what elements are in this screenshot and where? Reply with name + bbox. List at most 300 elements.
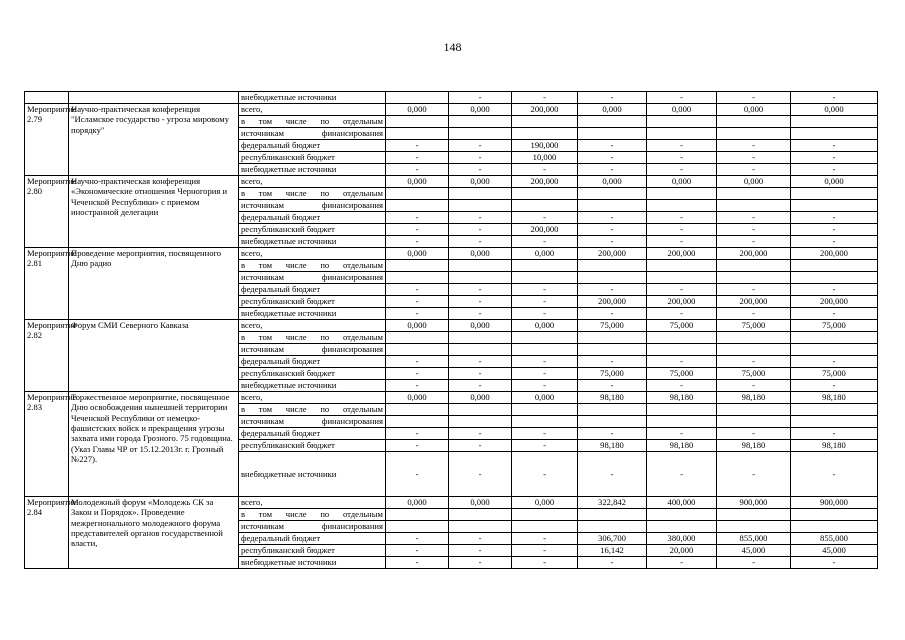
value-cell: 75,000 [647, 368, 717, 380]
value-cell: - [449, 296, 512, 308]
value-cell: 200,000 [578, 296, 647, 308]
value-cell: - [578, 236, 647, 248]
value-cell: - [512, 440, 578, 452]
value-cell: - [791, 212, 878, 224]
value-cell [717, 521, 791, 533]
source-cell: источникам финансирования [239, 521, 386, 533]
value-cell [512, 272, 578, 284]
value-cell [449, 116, 512, 128]
value-cell: - [386, 308, 449, 320]
value-cell: - [717, 557, 791, 569]
value-cell [578, 521, 647, 533]
value-cell: 400,000 [647, 497, 717, 509]
value-cell [647, 200, 717, 212]
source-cell: федеральный бюджет [239, 212, 386, 224]
value-cell [717, 272, 791, 284]
value-cell: 98,180 [791, 392, 878, 404]
table-row [25, 92, 878, 104]
value-cell [386, 128, 449, 140]
value-cell [578, 128, 647, 140]
value-cell [647, 272, 717, 284]
value-cell: 0,000 [791, 104, 878, 116]
value-cell: 20,000 [647, 545, 717, 557]
source-cell: источникам финансирования [239, 344, 386, 356]
value-cell: 900,000 [717, 497, 791, 509]
value-cell [386, 404, 449, 416]
value-cell: - [386, 380, 449, 392]
value-cell: - [512, 236, 578, 248]
value-cell: - [717, 284, 791, 296]
event-title: Форум СМИ Северного Кавказа [69, 320, 239, 392]
value-cell [512, 344, 578, 356]
value-cell [791, 521, 878, 533]
value-cell: 200,000 [717, 296, 791, 308]
value-cell: - [512, 296, 578, 308]
value-cell: 75,000 [578, 368, 647, 380]
value-cell [386, 116, 449, 128]
value-cell: - [386, 440, 449, 452]
value-cell: 98,180 [578, 440, 647, 452]
value-cell: - [717, 308, 791, 320]
value-cell: - [647, 224, 717, 236]
value-cell: - [717, 92, 791, 104]
value-cell [449, 128, 512, 140]
value-cell [449, 344, 512, 356]
value-cell: - [512, 164, 578, 176]
source-cell: внебюджетные источники [239, 380, 386, 392]
value-cell: - [512, 356, 578, 368]
value-cell [717, 188, 791, 200]
value-cell: - [578, 356, 647, 368]
value-cell: - [449, 545, 512, 557]
source-cell: в том числе по отдельным [239, 116, 386, 128]
source-cell: источникам финансирования [239, 416, 386, 428]
value-cell: - [647, 308, 717, 320]
value-cell: 98,180 [578, 392, 647, 404]
value-cell [791, 272, 878, 284]
value-cell: 0,000 [578, 176, 647, 188]
value-cell: 0,000 [717, 176, 791, 188]
value-cell [717, 260, 791, 272]
event-code: Мероприятие 2.83 [25, 392, 69, 497]
value-cell: 0,000 [449, 497, 512, 509]
value-cell [449, 188, 512, 200]
value-cell: 16,142 [578, 545, 647, 557]
source-cell: республиканский бюджет [239, 440, 386, 452]
value-cell: - [449, 164, 512, 176]
source-cell: в том числе по отдельным [239, 404, 386, 416]
value-cell [647, 404, 717, 416]
value-cell: 0,000 [386, 176, 449, 188]
event-title: Научно-практическая конференция "Исламское государство - угроза мировому порядку" [69, 104, 239, 176]
value-cell: 200,000 [647, 248, 717, 260]
value-cell: 0,000 [386, 320, 449, 332]
value-cell: 0,000 [647, 104, 717, 116]
value-cell: 0,000 [386, 104, 449, 116]
value-cell [717, 509, 791, 521]
value-cell: 0,000 [449, 248, 512, 260]
value-cell: - [449, 557, 512, 569]
value-cell [578, 509, 647, 521]
value-cell: 98,180 [717, 392, 791, 404]
source-cell: в том числе по отдельным [239, 332, 386, 344]
value-cell [717, 200, 791, 212]
table-row [25, 320, 878, 332]
value-cell: 45,000 [717, 545, 791, 557]
value-cell: 200,000 [512, 104, 578, 116]
value-cell: 855,000 [791, 533, 878, 545]
value-cell: 380,000 [647, 533, 717, 545]
value-cell: - [578, 428, 647, 440]
value-cell: 200,000 [512, 224, 578, 236]
value-cell [791, 128, 878, 140]
value-cell: - [512, 368, 578, 380]
value-cell: - [578, 164, 647, 176]
value-cell: - [449, 308, 512, 320]
value-cell: 0,000 [647, 176, 717, 188]
value-cell: - [449, 140, 512, 152]
value-cell: - [578, 224, 647, 236]
value-cell [449, 260, 512, 272]
source-cell: федеральный бюджет [239, 140, 386, 152]
value-cell: 306,700 [578, 533, 647, 545]
source-cell: республиканский бюджет [239, 368, 386, 380]
value-cell: 0,000 [578, 104, 647, 116]
value-cell [512, 509, 578, 521]
value-cell: - [647, 428, 717, 440]
value-cell: - [386, 236, 449, 248]
source-cell: в том числе по отдельным [239, 260, 386, 272]
value-cell [449, 416, 512, 428]
value-cell [578, 416, 647, 428]
value-cell: 0,000 [449, 104, 512, 116]
value-cell: 75,000 [717, 320, 791, 332]
source-cell: республиканский бюджет [239, 152, 386, 164]
value-cell [386, 188, 449, 200]
event-code: Мероприятие 2.82 [25, 320, 69, 392]
value-cell: - [512, 212, 578, 224]
value-cell: - [647, 356, 717, 368]
value-cell: 75,000 [791, 368, 878, 380]
value-cell: - [386, 140, 449, 152]
value-cell: - [791, 284, 878, 296]
source-cell: внебюджетные источники [239, 308, 386, 320]
value-cell: - [578, 140, 647, 152]
value-cell [717, 332, 791, 344]
value-cell [647, 188, 717, 200]
value-cell [791, 344, 878, 356]
value-cell: - [512, 380, 578, 392]
value-cell [512, 200, 578, 212]
value-cell: - [449, 284, 512, 296]
value-cell: - [791, 152, 878, 164]
value-cell [386, 344, 449, 356]
event-title: Проведение мероприятия, посвященного Дню радио [69, 248, 239, 320]
value-cell: 75,000 [647, 320, 717, 332]
value-cell: 0,000 [449, 320, 512, 332]
value-cell: - [449, 92, 512, 104]
value-cell: 10,000 [512, 152, 578, 164]
value-cell [791, 332, 878, 344]
value-cell: - [647, 380, 717, 392]
value-cell: - [449, 380, 512, 392]
source-cell: всего, [239, 176, 386, 188]
value-cell [717, 416, 791, 428]
value-cell: - [512, 92, 578, 104]
value-cell: - [717, 380, 791, 392]
value-cell: - [386, 164, 449, 176]
value-cell: - [512, 557, 578, 569]
value-cell: 75,000 [717, 368, 791, 380]
value-cell [791, 188, 878, 200]
value-cell: - [791, 236, 878, 248]
value-cell: - [512, 308, 578, 320]
value-cell [578, 200, 647, 212]
source-cell: внебюджетные источники [239, 164, 386, 176]
value-cell: 0,000 [386, 497, 449, 509]
value-cell: 0,000 [791, 176, 878, 188]
source-cell: источникам финансирования [239, 128, 386, 140]
event-title: Торжественное мероприятие, посвященное Дню освобождения нынешней территории Чеченской Республики от немецко-фашистских войск и прекращения угрозы захвата ими города Грозного. 75 годовщина. (Указ Главы ЧР от 15.12.2013г. г. Грозный №227). [69, 392, 239, 497]
value-cell: - [386, 428, 449, 440]
value-cell: - [717, 236, 791, 248]
source-cell: источникам финансирования [239, 272, 386, 284]
value-cell: 0,000 [386, 248, 449, 260]
value-cell: - [578, 557, 647, 569]
value-cell: 98,180 [791, 440, 878, 452]
source-cell: внебюджетные источники [239, 452, 386, 497]
table-row [25, 104, 878, 116]
value-cell: - [578, 452, 647, 497]
value-cell: - [386, 368, 449, 380]
value-cell [647, 116, 717, 128]
value-cell [449, 509, 512, 521]
value-cell: - [791, 224, 878, 236]
value-cell [512, 260, 578, 272]
source-cell: республиканский бюджет [239, 224, 386, 236]
source-cell: всего, [239, 248, 386, 260]
value-cell: - [386, 533, 449, 545]
value-cell [512, 404, 578, 416]
value-cell: - [386, 152, 449, 164]
value-cell: 190,000 [512, 140, 578, 152]
value-cell: 200,000 [512, 176, 578, 188]
event-title: Молодежный форум «Молодежь СК за Закон и Порядок». Проведение межрегионального молодежного форума представителей органов государственной власти, [69, 497, 239, 569]
table-row [25, 497, 878, 509]
value-cell: - [578, 380, 647, 392]
value-cell: - [647, 236, 717, 248]
financing-table [24, 91, 878, 569]
value-cell [386, 260, 449, 272]
value-cell: 200,000 [647, 296, 717, 308]
value-cell [717, 116, 791, 128]
value-cell [449, 332, 512, 344]
value-cell: - [578, 212, 647, 224]
source-cell: всего, [239, 392, 386, 404]
value-cell: - [791, 380, 878, 392]
value-cell [578, 332, 647, 344]
value-cell: - [647, 140, 717, 152]
value-cell: - [386, 557, 449, 569]
value-cell [647, 128, 717, 140]
source-cell: всего, [239, 104, 386, 116]
value-cell [386, 92, 449, 104]
value-cell: 855,000 [717, 533, 791, 545]
value-cell: 0,000 [512, 248, 578, 260]
value-cell: - [578, 308, 647, 320]
value-cell [512, 188, 578, 200]
source-cell: республиканский бюджет [239, 296, 386, 308]
value-cell: - [717, 452, 791, 497]
value-cell: - [717, 140, 791, 152]
value-cell: - [386, 296, 449, 308]
value-cell: - [449, 356, 512, 368]
table-row [25, 392, 878, 404]
table-row [25, 248, 878, 260]
value-cell: - [449, 224, 512, 236]
value-cell [717, 128, 791, 140]
value-cell: 0,000 [386, 392, 449, 404]
value-cell [647, 344, 717, 356]
event-code: Мероприятие 2.80 [25, 176, 69, 248]
value-cell: - [791, 452, 878, 497]
value-cell: - [449, 236, 512, 248]
value-cell [449, 404, 512, 416]
value-cell: 98,180 [647, 392, 717, 404]
value-cell: - [386, 212, 449, 224]
source-cell: республиканский бюджет [239, 545, 386, 557]
source-cell: внебюджетные источники [239, 557, 386, 569]
value-cell [386, 272, 449, 284]
event-title: Научно-практическая конференция «Экономические отношения Черногория и Чеченской Республики» с приемом иностранной делегации [69, 176, 239, 248]
source-cell: в том числе по отдельным [239, 188, 386, 200]
value-cell [647, 521, 717, 533]
value-cell: - [647, 284, 717, 296]
value-cell: - [512, 452, 578, 497]
value-cell [386, 332, 449, 344]
value-cell [717, 344, 791, 356]
value-cell [791, 260, 878, 272]
value-cell [578, 272, 647, 284]
source-cell: всего, [239, 320, 386, 332]
value-cell: 200,000 [578, 248, 647, 260]
event-code: Мероприятие 2.79 [25, 104, 69, 176]
value-cell [578, 116, 647, 128]
value-cell: 0,000 [512, 497, 578, 509]
value-cell: - [717, 224, 791, 236]
value-cell: 200,000 [791, 248, 878, 260]
value-cell: 0,000 [512, 320, 578, 332]
value-cell: - [647, 164, 717, 176]
value-cell: 98,180 [717, 440, 791, 452]
value-cell: - [717, 428, 791, 440]
source-cell: федеральный бюджет [239, 356, 386, 368]
value-cell: - [386, 452, 449, 497]
value-cell: - [512, 284, 578, 296]
code-cell [25, 92, 69, 104]
value-cell [512, 332, 578, 344]
source-cell: федеральный бюджет [239, 284, 386, 296]
value-cell [386, 200, 449, 212]
table-row [25, 176, 878, 188]
value-cell: 0,000 [449, 392, 512, 404]
value-cell [386, 509, 449, 521]
page-number: 148 [443, 40, 462, 54]
title-cell [69, 92, 239, 104]
source-cell: источникам финансирования [239, 200, 386, 212]
value-cell [791, 116, 878, 128]
value-cell [578, 404, 647, 416]
value-cell [512, 116, 578, 128]
value-cell: 200,000 [791, 296, 878, 308]
value-cell [791, 404, 878, 416]
value-cell: - [449, 368, 512, 380]
value-cell [512, 128, 578, 140]
value-cell [647, 416, 717, 428]
value-cell: 0,000 [512, 392, 578, 404]
value-cell [578, 344, 647, 356]
value-cell [386, 416, 449, 428]
source-cell: внебюджетные источники [239, 236, 386, 248]
value-cell: 75,000 [578, 320, 647, 332]
source-cell: в том числе по отдельным [239, 509, 386, 521]
value-cell: 900,000 [791, 497, 878, 509]
value-cell: - [449, 212, 512, 224]
value-cell: 0,000 [449, 176, 512, 188]
value-cell: - [791, 557, 878, 569]
value-cell [647, 332, 717, 344]
value-cell: - [449, 533, 512, 545]
value-cell: - [386, 356, 449, 368]
value-cell: - [647, 212, 717, 224]
value-cell: - [791, 92, 878, 104]
value-cell: - [791, 308, 878, 320]
value-cell: 75,000 [791, 320, 878, 332]
value-cell [512, 521, 578, 533]
value-cell: - [717, 152, 791, 164]
value-cell: 98,180 [647, 440, 717, 452]
value-cell: - [791, 164, 878, 176]
value-cell: 200,000 [717, 248, 791, 260]
value-cell [449, 272, 512, 284]
value-cell [386, 521, 449, 533]
value-cell: 0,000 [717, 104, 791, 116]
value-cell: - [791, 428, 878, 440]
event-code: Мероприятие 2.81 [25, 248, 69, 320]
event-code: Мероприятие 2.84 [25, 497, 69, 569]
value-cell: - [578, 92, 647, 104]
value-cell: - [717, 164, 791, 176]
value-cell [791, 509, 878, 521]
value-cell: - [647, 152, 717, 164]
value-cell: - [512, 545, 578, 557]
value-cell: - [717, 212, 791, 224]
source-cell: внебюджетные источники [239, 92, 386, 104]
value-cell: - [386, 284, 449, 296]
value-cell [647, 509, 717, 521]
value-cell [578, 260, 647, 272]
value-cell: - [512, 533, 578, 545]
value-cell [578, 188, 647, 200]
value-cell [449, 521, 512, 533]
value-cell: - [449, 452, 512, 497]
source-cell: всего, [239, 497, 386, 509]
value-cell: - [386, 224, 449, 236]
value-cell: - [386, 545, 449, 557]
value-cell [791, 416, 878, 428]
value-cell: - [791, 140, 878, 152]
value-cell [791, 200, 878, 212]
